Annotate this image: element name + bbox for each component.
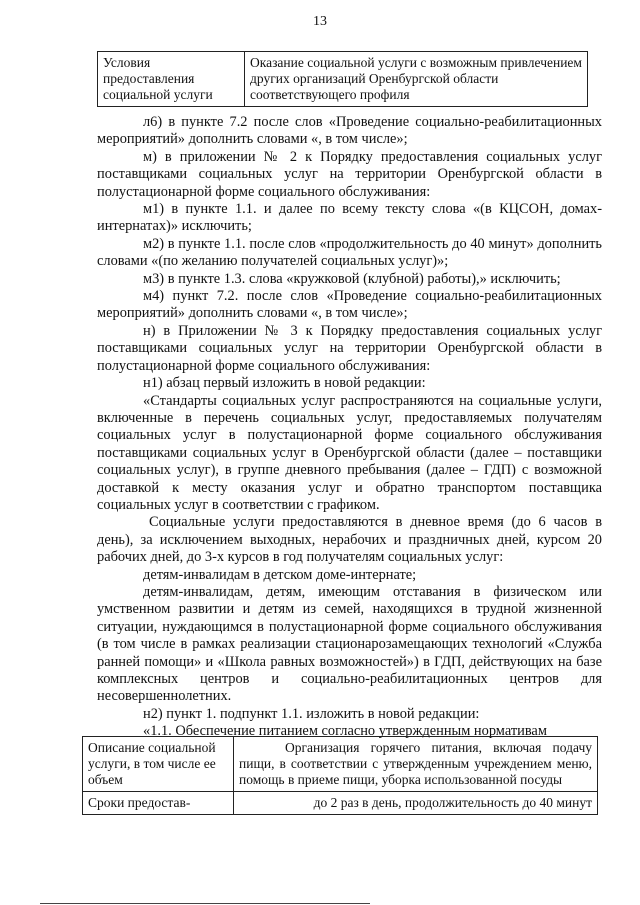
paragraph: н2) пункт 1. подпункт 1.1. изложить в новой редакции: [143, 705, 480, 722]
table-cell-label: Сроки предостав- [83, 792, 234, 815]
service-conditions-table [97, 51, 588, 107]
table-row [83, 737, 598, 792]
paragraph: «1.1. Обеспечение питанием согласно утвержденным нормативам [143, 723, 547, 740]
paragraph: м1) в пункте 1.1. и далее по всему тексту слова «(в КЦСОН, домах-интернатах)» исключить; [97, 201, 602, 235]
table-row [98, 52, 588, 107]
paragraph: «Стандарты социальных услуг распространяются на социальные услуги, включенные в перечень социальных услуг, предоставляемых получателям социальных услуг в полустационарной форме социального обслуживания поставщиками социальных услуг в Оренбургской области (далее – поставщики социальных услуг), в группе дневного пребывания (далее – ГДП) с возможной доставкой к месту оказания услуг и обратно транспортом поставщика социальных услуг в соответствии с графиком. [97, 392, 602, 513]
paragraph: детям-инвалидам, детям, имеющим отставания в физическом или умственном развитии и детям из семей, находящихся в трудной жизненной ситуации, нуждающимся в полустационарной форме социального обслуживания (в том числе в рамках реализации стационарозамещающих технологий «Служба ранней помощи» и «Школа равных возможностей») в ГДП, действующих на базе комплексных центров и социально-реабилитационных центров для несовершеннолетних. [97, 583, 602, 705]
paragraph: м4) пункт 7.2. после слов «Проведение социально-реабилитационных мероприятий» дополнить словами «, в том числе»; [97, 288, 602, 322]
table-row [83, 792, 598, 815]
page-number: 13 [313, 14, 327, 29]
table-cell-value: Организация горячего питания, включая подачу пищи, в соответствии с утвержденным учреждением меню, помощь в приеме пищи, уборка использованной посуды [234, 737, 598, 792]
paragraph: м3) в пункте 1.3. слова «кружковой (клубной) работы),» исключить; [143, 270, 561, 287]
paragraph: м) в приложении № 2 к Порядку предоставления социальных услуг поставщиками социальных услуг на территории Оренбургской области в полустационарной форме социального обслуживания: [97, 148, 602, 200]
paragraph: н) в Приложении № 3 к Порядку предоставления социальных услуг поставщиками социальных услуг на территории Оренбургской области в полустационарной форме социального обслуживания: [97, 322, 602, 374]
paragraph: л6) в пункте 7.2 после слов «Проведение социально-реабилитационных мероприятий» дополнить словами «, в том числе»; [97, 114, 602, 148]
table-cell-value: Оказание социальной услуги с возможным привлечением других организаций Оренбургской области соответствующего профиля [245, 52, 588, 107]
paragraph: детям-инвалидам в детском доме-интернате; [143, 566, 417, 583]
service-description-table [82, 736, 598, 815]
paragraph: Социальные услуги предоставляются в дневное время (до 6 часов в день), за исключением выходных, нерабочих и праздничных дней, курсом 20 рабочих дней, до 3-х курсов в год получателям социальных услуг: [97, 514, 602, 566]
footer-divider [40, 903, 370, 904]
paragraph: м2) в пункте 1.1. после слов «продолжительность до 40 минут» дополнить словами «(по желанию получателей социальных услуг)»; [97, 235, 602, 270]
table-cell-label: Описание социальной услуги, в том числе ее объем [83, 737, 234, 792]
table-cell-label: Условия предоставления социальной услуги [98, 52, 245, 107]
paragraph: н1) абзац первый изложить в новой редакции: [143, 375, 426, 392]
table-cell-value: до 2 раз в день, продолжительность до 40 минут [234, 792, 598, 815]
document-body [97, 114, 602, 741]
